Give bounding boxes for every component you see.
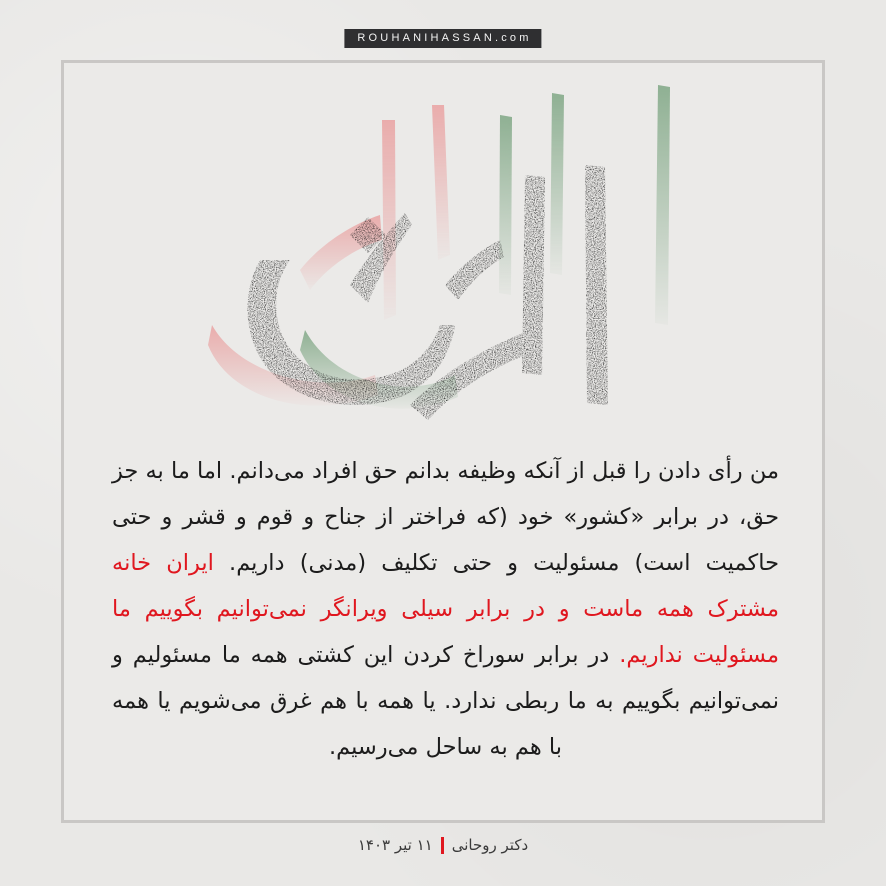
separator-bar (441, 837, 444, 854)
body-text-part2: در برابر سوراخ کردن این کشتی همه ما مسئولیم و نمی‌توانیم بگوییم به ما ربطی ندارد. یا همه با هم غرق می‌شویم یا همه با هم به ساحل می‌رسیم. (112, 642, 779, 760)
signature-line (0, 836, 886, 854)
body-text-highlight: ایران خانه مشترک همه ماست و در برابر سیلی ویرانگر نمی‌توانیم بگوییم ما مسئولیت نداریم. (112, 550, 779, 668)
body-text-part1: من رأی دادن را قبل از آنکه وظیفه بدانم حق افراد می‌دانم. اما ما به جز حق، در برابر «کشور» خود (که فراختر از جناح و قوم و قشر و حتی حاکمیت است) مسئولیت و حتی تکلیف (مدنی) داریم. (112, 458, 779, 576)
site-tag: ROUHANIHASSAN.com (344, 29, 541, 48)
iran-calligraphy-logo (200, 75, 680, 440)
body-text (112, 448, 779, 770)
author-name: دکتر روحانی (451, 836, 529, 854)
publish-date: ۱۱ تیر ۱۴۰۳ (357, 836, 433, 854)
